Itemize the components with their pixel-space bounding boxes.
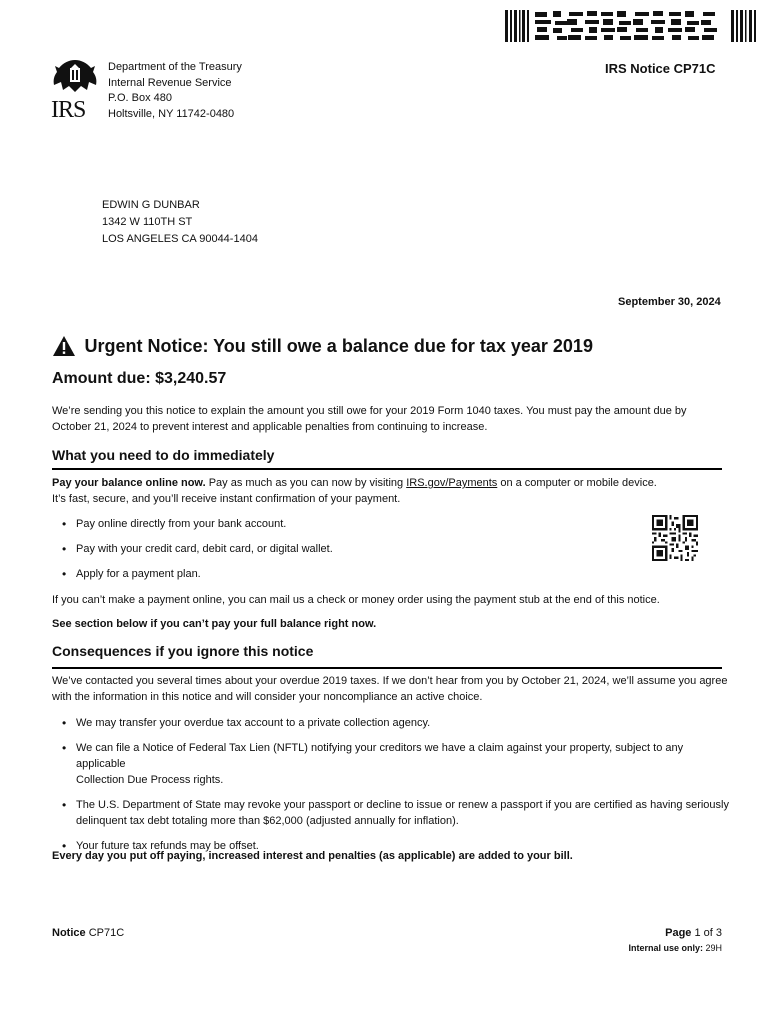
page-title: Urgent Notice: You still owe a balance due for tax year 2019	[84, 336, 593, 356]
list-item: • Pay online directly from your bank account.	[52, 516, 612, 532]
internal-value: 29H	[705, 943, 722, 953]
pay-line-2: It’s fast, secure, and you’ll receive instant confirmation of your payment.	[52, 493, 401, 505]
list-item-line: • The U.S. Department of State may revoke your passport or decline to issue or renew a passport if you are certified as having seriously	[76, 799, 729, 811]
agency-line: Holtsville, NY 11742-0480	[108, 107, 235, 120]
closing-warning: Every day you put off paying, increased interest and penalties (as applicable) are added to your bill.	[52, 850, 573, 862]
consequences-line: with the information in this notice and will consider your noncompliance an active choice.	[52, 691, 483, 703]
agency-line: Internal Revenue Service	[108, 76, 232, 89]
heading-row	[52, 334, 732, 358]
pay-bold: Pay your balance online now.	[52, 477, 206, 489]
consequences-list	[52, 715, 732, 854]
internal-label: Internal use only:	[628, 943, 703, 953]
see-section-note: See section below if you can’t pay your full balance right now.	[52, 618, 377, 630]
list-item	[52, 797, 732, 829]
notice-date: September 30, 2024	[618, 296, 721, 308]
pay-text: Pay as much as you can now by visiting	[205, 477, 407, 489]
irs-logo	[51, 58, 99, 123]
agency-address	[108, 60, 242, 122]
list-item: • Apply for a payment plan.	[52, 566, 612, 582]
pay-line	[52, 475, 692, 491]
consequences-line: We’ve contacted you several times about your overdue 2019 taxes. If we don’t hear from you by October 21, 2024, we’ll assume you agree	[52, 675, 728, 687]
section-title-immediate: What you need to do immediately	[52, 447, 275, 463]
logo-text: IRS	[51, 97, 86, 123]
agency-line: P.O. Box 480	[108, 92, 173, 104]
list-item-line: • Your future tax refunds may be offset.	[76, 840, 259, 852]
list-item: • Pay with your credit card, debit card, or digital wallet.	[52, 541, 612, 557]
internal-use	[560, 943, 722, 953]
barcode-image	[505, 10, 757, 42]
footer-page-label: Page	[665, 927, 692, 939]
notice-id: IRS Notice CP71C	[605, 61, 716, 76]
agency-line: Department of the Treasury	[108, 61, 242, 73]
recipient-street: 1342 W 110TH ST	[102, 216, 193, 228]
payment-options-list	[52, 516, 612, 582]
pay-online-paragraph	[52, 475, 692, 507]
warning-icon	[52, 335, 76, 357]
mail-payment-text: If you can’t make a payment online, you can mail us a check or money order using the payment stub at the end of this notice.	[52, 594, 660, 606]
section-divider	[52, 468, 722, 470]
pay-text-after: on a computer or mobile device.	[497, 477, 657, 489]
recipient-city: LOS ANGELES CA 90044-1404	[102, 233, 258, 245]
footer-page	[622, 927, 722, 939]
list-item-line: delinquent tax debt totaling more than $62,000 (adjusted annually for inflation).	[76, 815, 459, 827]
section-divider	[52, 667, 722, 669]
eagle-emblem-icon	[51, 58, 99, 94]
list-item-line: • We can file a Notice of Federal Tax Lien (NFTL) notifying your creditors we have a claim against your property, subject to any applicable	[76, 742, 684, 770]
irs-payments-link[interactable]: IRS.gov/Payments	[406, 477, 498, 489]
footer-notice-label: Notice	[52, 927, 86, 939]
list-item-line: • We may transfer your overdue tax account to a private collection agency.	[76, 717, 431, 729]
list-item-line: Collection Due Process rights.	[76, 774, 224, 786]
footer-page-value: 1 of 3	[694, 927, 722, 939]
qr-code-image[interactable]	[652, 515, 698, 561]
intro-line: We’re sending you this notice to explain the amount you still owe for your 2019 Form 1040 taxes. You must pay the amount due by	[52, 405, 687, 417]
footer-notice	[52, 927, 124, 939]
recipient-address	[102, 197, 258, 248]
consequences-intro	[52, 673, 732, 705]
intro-line: October 21, 2024 to prevent interest and applicable penalties from continuing to increase.	[52, 421, 488, 433]
recipient-name: EDWIN G DUNBAR	[102, 199, 200, 211]
section-title-consequences: Consequences if you ignore this notice	[52, 643, 314, 659]
list-item	[52, 715, 732, 731]
intro-paragraph	[52, 403, 712, 435]
list-item	[52, 740, 732, 788]
footer-notice-value: CP71C	[88, 927, 125, 939]
amount-due: Amount due: $3,240.57	[52, 370, 227, 387]
